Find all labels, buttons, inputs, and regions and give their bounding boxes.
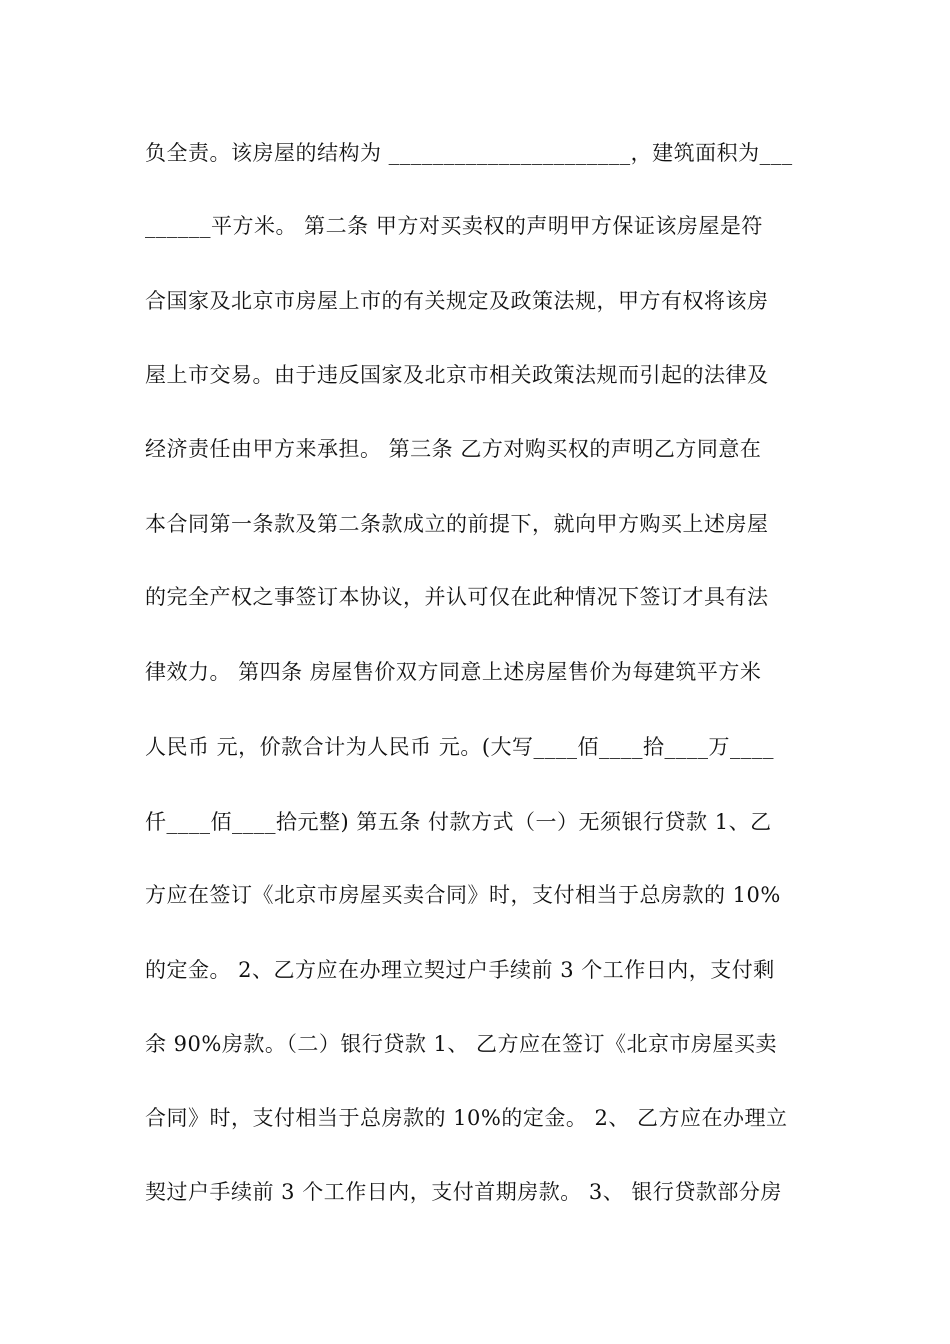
text-line: ______平方米。 第二条 甲方对买卖权的声明甲方保证该房屋是符	[145, 214, 763, 238]
text-line: 本合同第一条款及第二条款成立的前提下，就向甲方购买上述房屋	[145, 512, 769, 536]
text-line: 合同》时，支付相当于总房款的 10%的定金。 2、 乙方应在办理立	[145, 1106, 788, 1130]
text-line: 合国家及北京市房屋上市的有关规定及政策法规，甲方有权将该房	[145, 289, 769, 313]
text-line: 律效力。 第四条 房屋售价双方同意上述房屋售价为每建筑平方米	[145, 660, 762, 684]
text-line: 契过户手续前 3 个工作日内，支付首期房款。 3、 银行贷款部分房	[145, 1180, 782, 1204]
text-line: 屋上市交易。由于违反国家及北京市相关政策法规而引起的法律及	[145, 363, 769, 387]
text-line: 的完全产权之事签订本协议，并认可仅在此种情况下签订才具有法	[145, 585, 769, 609]
text-line: 方应在签订《北京市房屋买卖合同》时，支付相当于总房款的 10%	[145, 883, 781, 907]
text-line: 仟____佰____拾元整) 第五条 付款方式（一）无须银行贷款 1、乙	[145, 810, 772, 834]
text-line: 余 90%房款。（二）银行贷款 1、 乙方应在签订《北京市房屋买卖	[145, 1032, 778, 1056]
text-line: 人民币 元，价款合计为人民币 元。(大写____佰____拾____万____	[145, 735, 775, 759]
text-line: 经济责任由甲方来承担。 第三条 乙方对购买权的声明乙方同意在	[145, 437, 762, 461]
text-line: 的定金。 2、乙方应在办理立契过户手续前 3 个工作日内，支付剩	[145, 958, 775, 982]
text-line: 负全责。该房屋的结构为 ______________________，建筑面积为___	[145, 141, 793, 165]
